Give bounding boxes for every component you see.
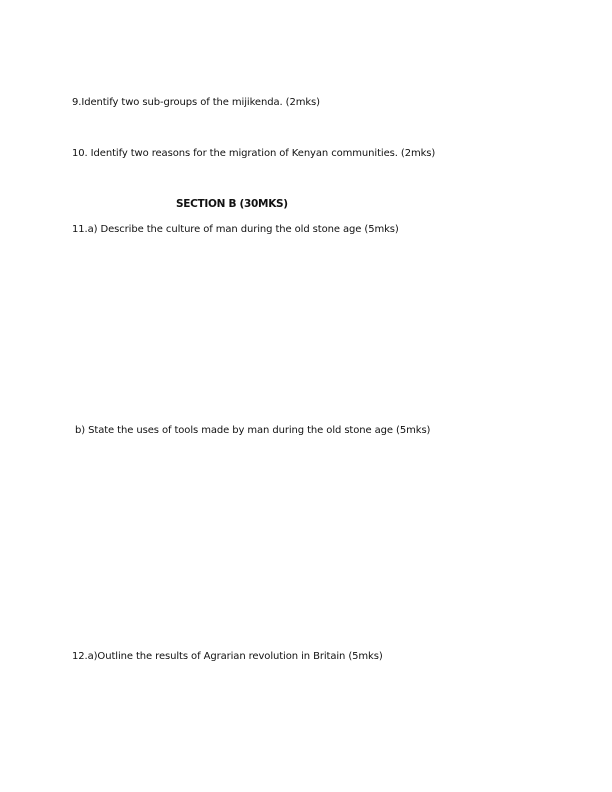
section-b-heading: SECTION B (30MKS) <box>176 198 288 210</box>
question-10: 10. Identify two reasons for the migration of Kenyan communities. (2mks) <box>72 148 436 159</box>
question-9: 9.Identify two sub-groups of the mijikenda. (2mks) <box>72 97 320 108</box>
question-11b: b) State the uses of tools made by man during the old stone age (5mks) <box>75 425 431 436</box>
question-11a: 11.a) Describe the culture of man during the old stone age (5mks) <box>72 224 399 235</box>
question-12a: 12.a)Outline the results of Agrarian revolution in Britain (5mks) <box>72 651 383 662</box>
